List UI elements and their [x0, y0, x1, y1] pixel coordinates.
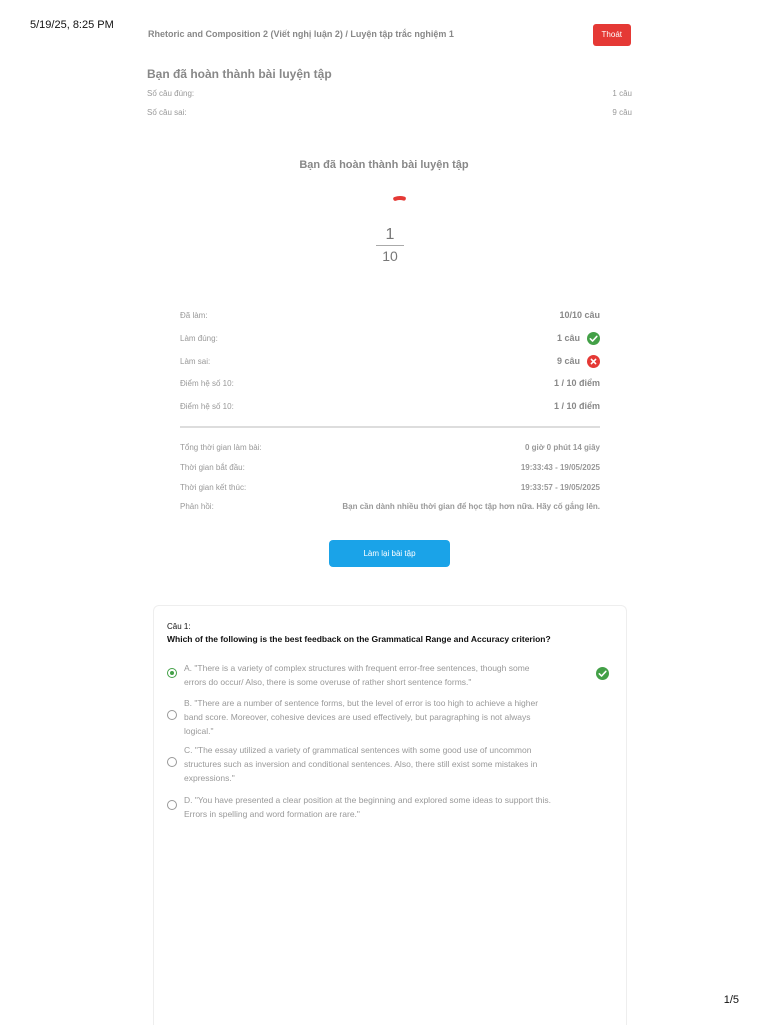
question-number: Câu 1: — [167, 622, 191, 631]
info-start-row — [180, 461, 600, 475]
summary-correct-label: Số câu đúng: — [147, 89, 195, 98]
x-circle-icon — [587, 355, 600, 368]
stat-wrong-value: 9 câu — [556, 356, 580, 366]
retry-button[interactable]: Làm lại bài tập — [329, 540, 450, 567]
breadcrumb[interactable]: Rhetoric and Composition 2 (Viết nghị luận 2) / Luyện tập trắc nghiệm 1 — [148, 29, 454, 39]
option-b-radio[interactable] — [167, 710, 177, 720]
info-end-value: 19:33:57 - 19/05/2025 — [520, 483, 600, 492]
check-circle-icon — [587, 332, 600, 345]
stat-correct-label: Làm đúng: — [180, 334, 218, 343]
summary-title: Bạn đã hoàn thành bài luyện tập — [147, 67, 332, 81]
stat-correct-row — [180, 331, 600, 347]
score-denominator: 10 — [382, 248, 398, 264]
info-total-time-value: 0 giờ 0 phút 14 giây — [524, 443, 600, 452]
question-text: Which of the following is the best feedback on the Grammatical Range and Accuracy criterion? — [167, 634, 551, 644]
option-a-text: A. "There is a variety of complex structures with frequent error-free sentences, though some errors do occur/ Also, there is some overuse of rather short sentence forms." — [184, 663, 530, 687]
page-number: 1/5 — [723, 994, 739, 1006]
stat-score-value: 1 / 10 điểm — [553, 378, 600, 388]
info-feedback-row — [180, 500, 600, 514]
stat-wrong-label: Làm sai: — [180, 357, 211, 366]
info-total-time-label: Tổng thời gian làm bài: — [180, 443, 262, 452]
stat-correct-value: 1 câu — [556, 333, 580, 343]
question-card — [153, 605, 627, 1025]
score-numerator: 1 — [385, 226, 395, 243]
stat-score-label-2: Điểm hệ số 10: — [180, 402, 234, 411]
stats-divider — [180, 426, 600, 428]
option-d-radio[interactable] — [167, 800, 177, 810]
info-feedback-value: Bạn cần dành nhiều thời gian để học tập hơn nữa. Hãy cố gắng lên. — [342, 502, 600, 511]
score-fraction — [370, 226, 410, 265]
stat-score-row — [180, 376, 600, 392]
summary-wrong-row — [147, 108, 632, 117]
page-header — [148, 24, 631, 46]
option-d-text: D. "You have presented a clear position at the beginning and explored some ideas to support this. Errors in spelling and word formation are rare." — [184, 795, 552, 819]
option-c-radio[interactable] — [167, 757, 177, 767]
score-progress-arc — [395, 198, 404, 199]
info-start-label: Thời gian bắt đầu: — [180, 463, 245, 472]
option-b-text: B. "There are a number of sentence forms, but the level of error is too high to achieve a higher band score. Moreover, cohesive devices are used effectively, but paragraphing is not always logical." — [184, 698, 539, 736]
stat-done-value: 10/10 câu — [559, 310, 600, 320]
info-start-value: 19:33:43 - 19/05/2025 — [520, 463, 600, 472]
info-total-time-row — [180, 441, 600, 455]
stat-score-row-2 — [180, 399, 600, 415]
summary-correct-row — [147, 89, 632, 98]
stat-done-label: Đã làm: — [180, 311, 208, 320]
info-feedback-label: Phản hồi: — [180, 502, 214, 511]
stat-wrong-row — [180, 354, 600, 370]
fraction-bar — [376, 245, 404, 246]
option-c-text: C. "The essay utilized a variety of grammatical sentences with some good use of uncommon structures such as inversion and conditional sentences. Also, there still exist some mistakes in expressions." — [184, 745, 538, 783]
print-date: 5/19/25, 8:25 PM — [30, 19, 114, 31]
info-end-label: Thời gian kết thúc: — [180, 483, 247, 492]
correct-answer-icon — [596, 667, 609, 680]
exit-button[interactable]: Thoát — [593, 24, 631, 46]
info-end-row — [180, 481, 600, 495]
stat-done-row — [180, 308, 600, 324]
summary-wrong-label: Số câu sai: — [147, 108, 187, 117]
result-title: Bạn đã hoàn thành bài luyện tập — [299, 159, 469, 171]
summary-correct-value: 1 câu — [612, 89, 632, 98]
summary-wrong-value: 9 câu — [612, 108, 632, 117]
stat-score-label: Điểm hệ số 10: — [180, 379, 234, 388]
stat-score-value-2: 1 / 10 điểm — [553, 401, 600, 411]
option-a-radio[interactable] — [167, 668, 177, 678]
